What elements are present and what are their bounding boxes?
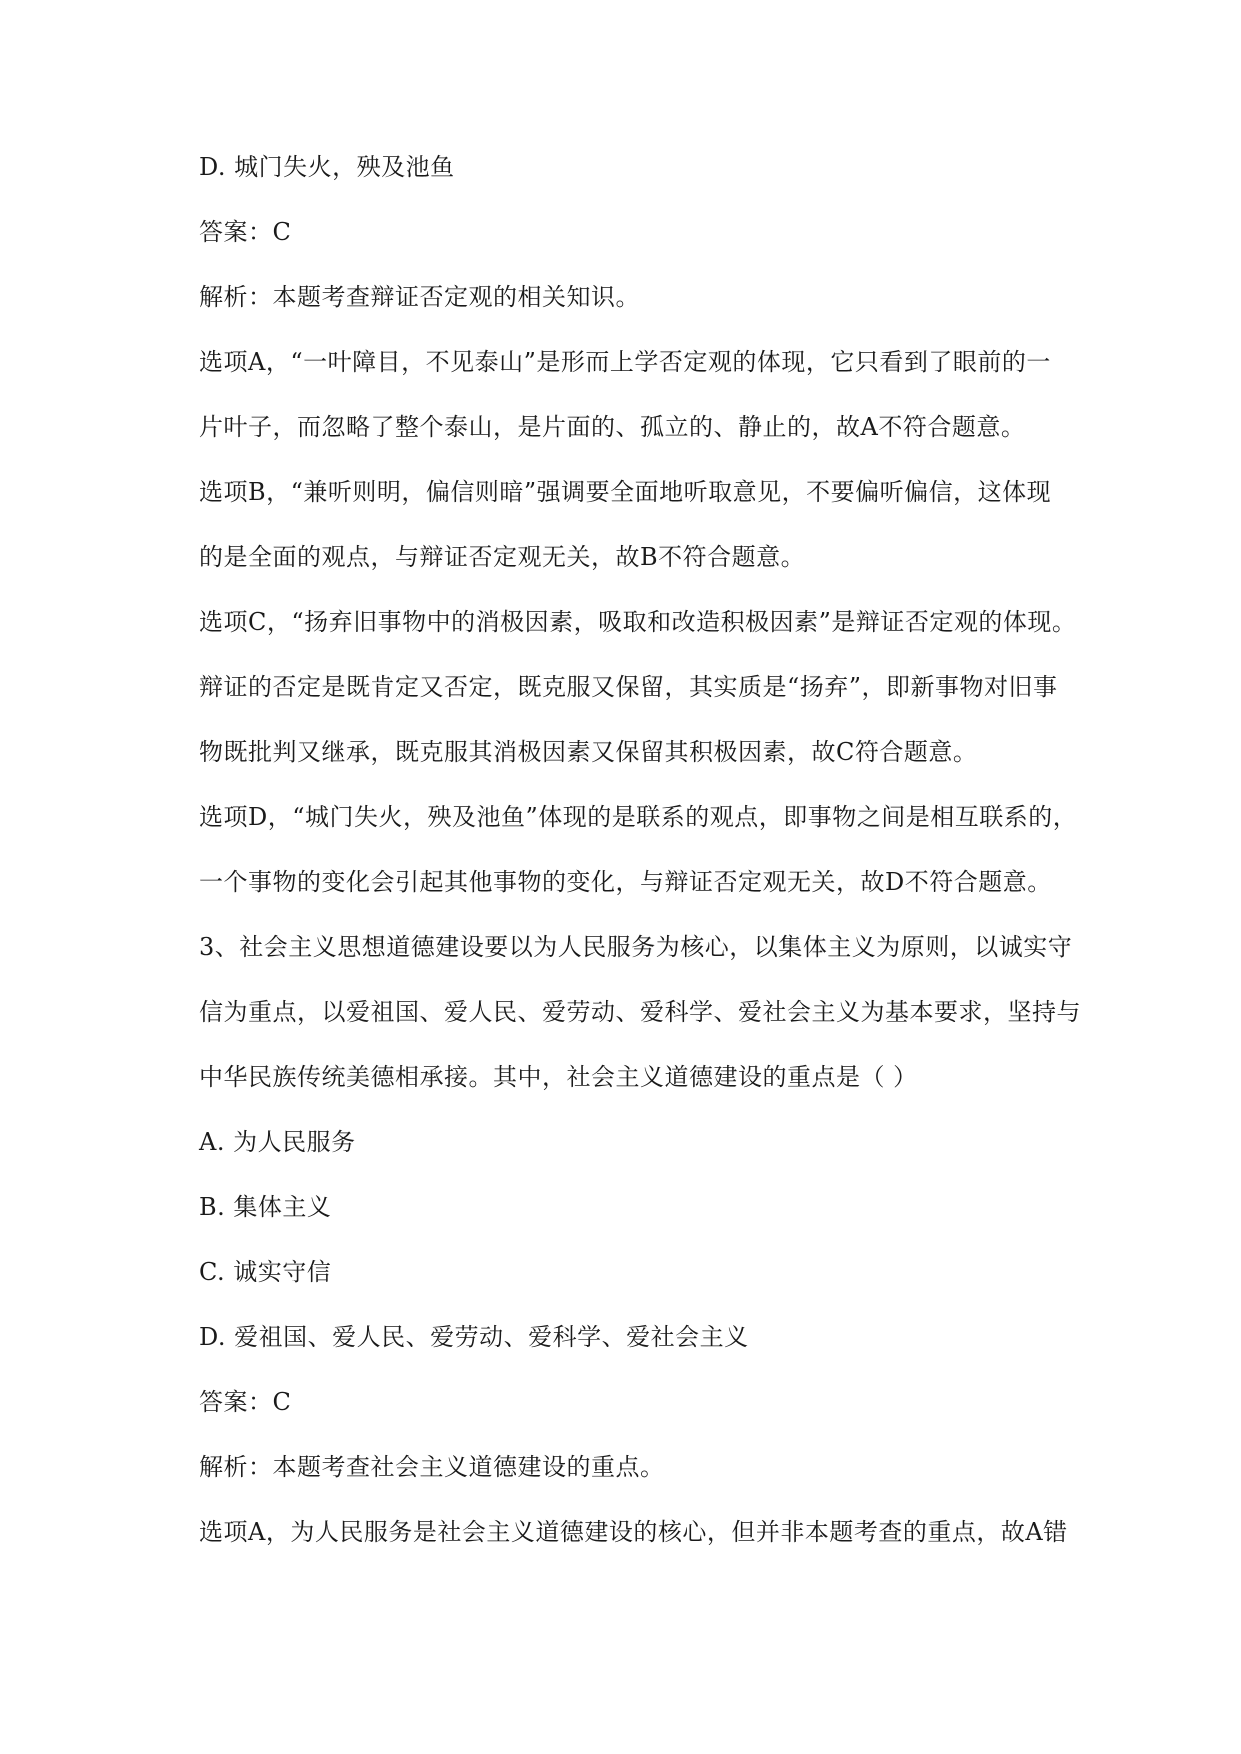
paragraph-line: 选项D，“城门失火，殃及池鱼”体现的是联系的观点，即事物之间是相互联系的， xyxy=(199,803,1078,831)
answer-line: 答案：C xyxy=(199,1388,292,1416)
option-b-line: B. 集体主义 xyxy=(199,1193,332,1221)
analysis-heading: 解析：本题考查辩证否定观的相关知识。 xyxy=(199,283,640,311)
question-line: 中华民族传统美德相承接。其中，社会主义道德建设的重点是（ ） xyxy=(199,1063,918,1091)
option-a-line: A. 为人民服务 xyxy=(199,1128,356,1156)
paragraph-line: 选项A，为人民服务是社会主义道德建设的核心，但并非本题考查的重点，故A错 xyxy=(199,1518,1068,1546)
paragraph-line: 一个事物的变化会引起其他事物的变化，与辩证否定观无关，故D不符合题意。 xyxy=(199,868,1052,896)
option-d-line: D. 爱祖国、爱人民、爱劳动、爱科学、爱社会主义 xyxy=(199,1323,749,1351)
analysis-heading: 解析：本题考查社会主义道德建设的重点。 xyxy=(199,1453,665,1481)
paragraph-line: 物既批判又继承，既克服其消极因素又保留其积极因素，故C符合题意。 xyxy=(199,738,978,766)
paragraph-line: 选项A，“一叶障目，不见泰山”是形而上学否定观的体现，它只看到了眼前的一 xyxy=(199,348,1051,376)
question-line: 3、社会主义思想道德建设要以为人民服务为核心，以集体主义为原则，以诚实守 xyxy=(199,933,1073,961)
paragraph-line: 辩证的否定是既肯定又否定，既克服又保留，其实质是“扬弃”，即新事物对旧事 xyxy=(199,673,1058,701)
paragraph-line: 选项B，“兼听则明，偏信则暗”强调要全面地听取意见，不要偏听偏信，这体现 xyxy=(199,478,1052,506)
paragraph-line: 选项C，“扬弃旧事物中的消极因素，吸取和改造积极因素”是辩证否定观的体现。 xyxy=(199,608,1077,636)
paragraph-line: 片叶子，而忽略了整个泰山，是片面的、孤立的、静止的，故A不符合题意。 xyxy=(199,413,1026,441)
answer-line: 答案：C xyxy=(199,218,292,246)
paragraph-line: 的是全面的观点，与辩证否定观无关，故B不符合题意。 xyxy=(199,543,806,571)
option-c-line: C. 诚实守信 xyxy=(199,1258,332,1286)
option-d-line: D. 城门失火，殃及池鱼 xyxy=(199,153,455,181)
question-line: 信为重点，以爱祖国、爱人民、爱劳动、爱科学、爱社会主义为基本要求，坚持与 xyxy=(199,998,1081,1026)
